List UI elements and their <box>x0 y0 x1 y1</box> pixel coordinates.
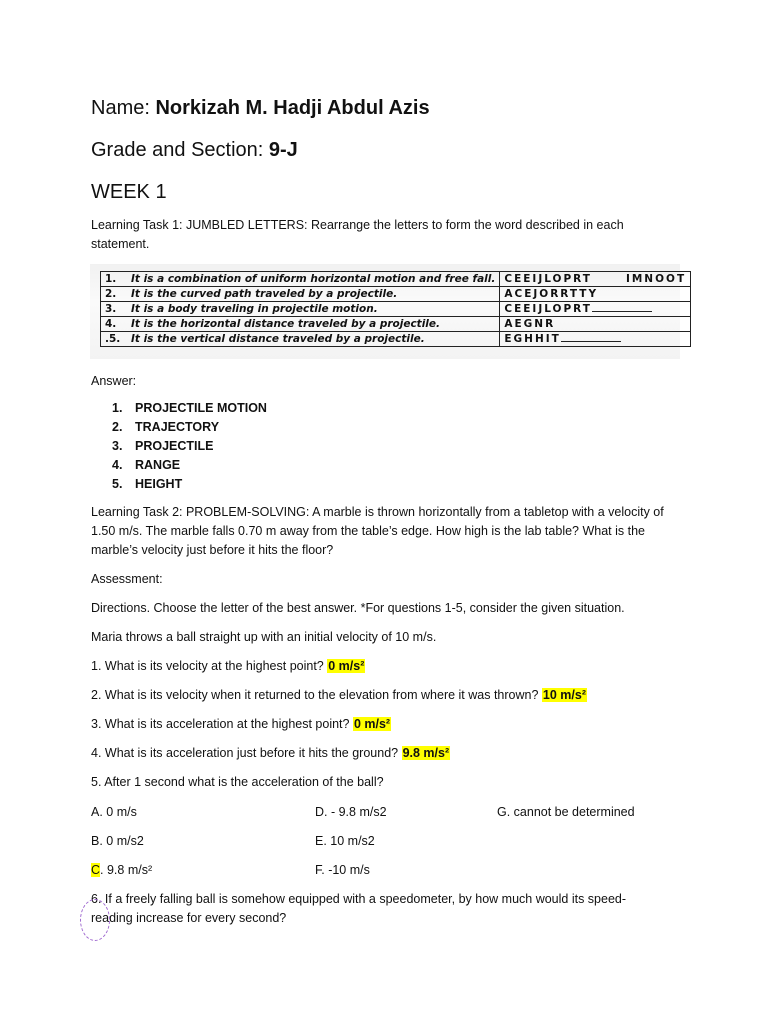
jumbled-letters: AEGNR <box>504 318 556 330</box>
jumbled-statement-cell <box>101 272 500 287</box>
jumbled-table-row <box>101 332 691 347</box>
jumbled-letters: CEEIJLOPRT <box>504 273 592 285</box>
jumbled-letters: ACEJORRTTY <box>504 288 599 300</box>
option-c-letter: C <box>91 863 101 877</box>
jumbled-letters-table <box>100 271 691 347</box>
question-2 <box>91 688 587 702</box>
grade-value: 9-J <box>268 139 298 161</box>
week-heading: WEEK 1 <box>91 181 167 203</box>
answer-list <box>112 401 267 496</box>
answer-label: Answer: <box>91 374 137 388</box>
grade-label: Grade and Section: <box>91 139 269 161</box>
dashed-circle-annotation <box>80 899 110 941</box>
row-number: .5. <box>105 333 121 345</box>
situation: Maria throws a ball straight up with an initial velocity of 10 m/s. <box>91 630 437 644</box>
assessment-title: Assessment: <box>91 572 163 586</box>
answer-blank-line <box>592 302 652 312</box>
option-a: A. 0 m/s <box>91 805 137 819</box>
directions: Directions. Choose the letter of the best answer. *For questions 1-5, consider the given situation. <box>91 601 625 615</box>
jumbled-statement-cell <box>101 332 500 347</box>
question-6-line1: 6. If a freely falling ball is somehow equipped with a speedometer, by how much would its speed- <box>91 892 627 906</box>
question-3 <box>91 717 391 731</box>
answer-number: 3. <box>112 439 123 453</box>
jumbled-table-row <box>101 287 691 302</box>
row-number: 4. <box>105 318 117 330</box>
question-3-text: 3. What is its acceleration at the highest point? <box>91 717 353 731</box>
option-f: F. -10 m/s <box>315 863 370 877</box>
answer-text: RANGE <box>135 458 181 472</box>
answer-number: 4. <box>112 458 123 472</box>
answer-number: 5. <box>112 477 123 491</box>
answer-list-item <box>112 458 267 477</box>
question-3-answer: 0 m/s² <box>353 717 391 731</box>
jumbled-statement-cell <box>101 287 500 302</box>
answer-blank-line <box>561 332 621 342</box>
question-2-text: 2. What is its velocity when it returned to the elevation from where it was thrown? <box>91 688 542 702</box>
statement-text: It is a body traveling in projectile motion. <box>131 303 378 315</box>
name-label: Name: <box>91 97 156 119</box>
option-b: B. 0 m/s2 <box>91 834 144 848</box>
statement-text: It is the curved path traveled by a projectile. <box>131 288 398 300</box>
question-6-line2: reading increase for every second? <box>91 911 287 925</box>
question-4-text: 4. What is its acceleration just before it hits the ground? <box>91 746 402 760</box>
jumbled-table-row <box>101 272 691 287</box>
answer-text: PROJECTILE <box>135 439 214 453</box>
answer-list-item <box>112 477 267 496</box>
answer-text: PROJECTILE MOTION <box>135 401 267 415</box>
answer-text: TRAJECTORY <box>135 420 220 434</box>
answer-list-item <box>112 420 267 439</box>
jumbled-letters-second-word: IMNOOT <box>625 273 687 285</box>
task2-line3: marble’s velocity just before it hits the floor? <box>91 543 334 557</box>
statement-text: It is the vertical distance traveled by a projectile. <box>131 333 425 345</box>
jumbled-letters-cell <box>500 272 691 287</box>
question-1-text: 1. What is its velocity at the highest point? <box>91 659 328 673</box>
option-d: D. - 9.8 m/s2 <box>315 805 387 819</box>
statement-text: It is the horizontal distance traveled by a projectile. <box>131 318 441 330</box>
jumbled-table-row <box>101 302 691 317</box>
grade-line <box>91 139 298 162</box>
jumbled-letters-cell <box>500 287 691 302</box>
option-c <box>91 863 152 877</box>
row-number: 2. <box>105 288 117 300</box>
student-name: Norkizah M. Hadji Abdul Azis <box>155 97 430 119</box>
jumbled-table-row <box>101 317 691 332</box>
question-1-answer: 0 m/s² <box>328 659 365 673</box>
answer-text: HEIGHT <box>135 477 183 491</box>
question-4 <box>91 746 450 760</box>
option-e: E. 10 m/s2 <box>315 834 375 848</box>
question-4-answer: 9.8 m/s² <box>402 746 450 760</box>
row-number: 1. <box>105 273 117 285</box>
question-5: 5. After 1 second what is the acceleration of the ball? <box>91 775 384 789</box>
statement-text: It is a combination of uniform horizontal motion and free fall. <box>131 273 496 285</box>
answer-list-item <box>112 401 267 420</box>
task1-line1: Learning Task 1: JUMBLED LETTERS: Rearrange the letters to form the word described in each <box>91 218 624 232</box>
name-line <box>91 97 430 120</box>
jumbled-statement-cell <box>101 302 500 317</box>
answer-number: 2. <box>112 420 123 434</box>
answer-list-item <box>112 439 267 458</box>
task1-line2: statement. <box>91 237 150 251</box>
option-c-text: . 9.8 m/s² <box>100 863 153 877</box>
jumbled-letters-cell <box>500 302 691 317</box>
jumbled-letters: EGHHIT <box>504 333 561 345</box>
row-number: 3. <box>105 303 117 315</box>
task2-line2: 1.50 m/s. The marble falls 0.70 m away from the table’s edge. How high is the lab table? What is the <box>91 524 645 538</box>
question-1 <box>91 659 365 673</box>
answer-number: 1. <box>112 401 123 415</box>
jumbled-letters-cell <box>500 317 691 332</box>
jumbled-letters: CEEIJLOPRT <box>504 303 592 315</box>
question-2-answer: 10 m/s² <box>542 688 586 702</box>
option-g: G. cannot be determined <box>497 805 635 819</box>
jumbled-statement-cell <box>101 317 500 332</box>
jumbled-letters-cell <box>500 332 691 347</box>
task2-line1: Learning Task 2: PROBLEM-SOLVING: A marble is thrown horizontally from a tabletop with a velocity of <box>91 505 664 519</box>
